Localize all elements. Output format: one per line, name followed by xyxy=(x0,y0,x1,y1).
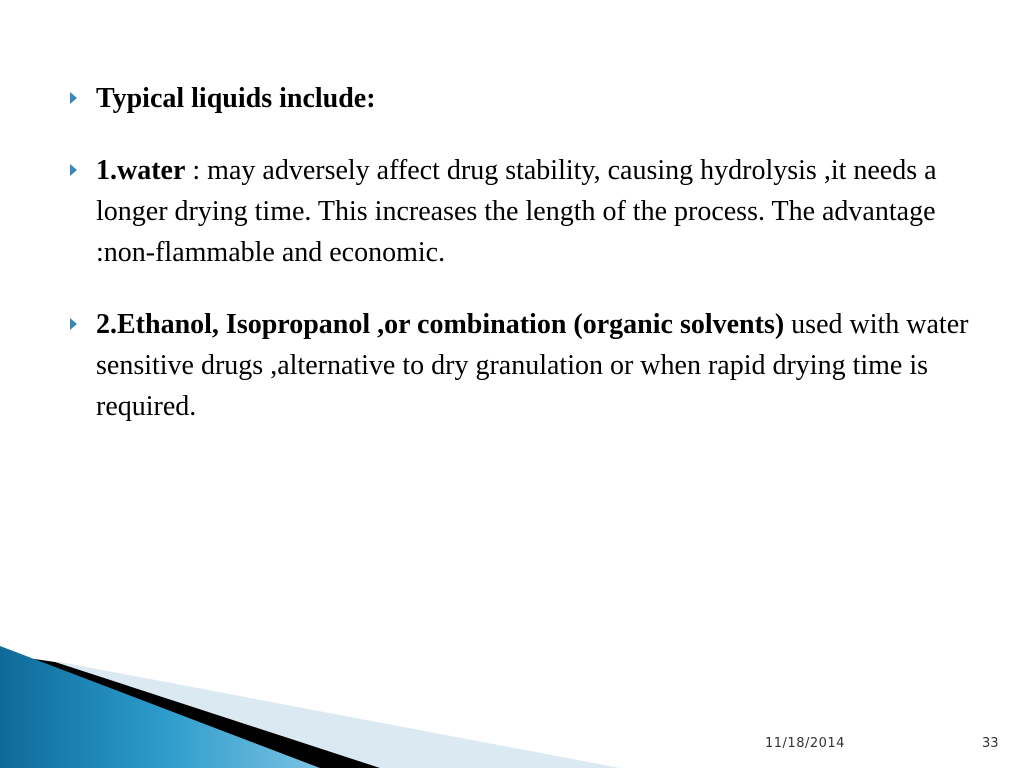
footer-date: 11/18/2014 xyxy=(765,736,845,751)
bullet-bold-text: 2.Ethanol, Isopropanol ,or combination (organic solvents) xyxy=(96,309,785,340)
bullet-item-ethanol xyxy=(70,304,970,427)
triangle-right-bullet-icon xyxy=(70,164,77,176)
triangle-right-bullet-icon xyxy=(70,318,77,330)
bullet-bold-text: Typical liquids include: xyxy=(96,83,376,114)
bullet-text: : may adversely affect drug stability, causing hydrolysis ,it needs a longer drying time. This increases the length of the process. The advantage :non-flammable and economic. xyxy=(96,155,937,268)
bullet-item-typical-liquids xyxy=(70,78,970,119)
page-number: 33 xyxy=(982,736,999,751)
triangle-right-bullet-icon xyxy=(70,92,77,104)
bullet-text: used with water sensitive drugs ,alternative to dry granulation or when rapid drying time is required. xyxy=(96,309,969,422)
bullet-list xyxy=(70,78,970,427)
bullet-bold-text: 1.water xyxy=(96,155,186,186)
bullet-item-water xyxy=(70,150,970,273)
corner-decoration xyxy=(0,640,1024,768)
